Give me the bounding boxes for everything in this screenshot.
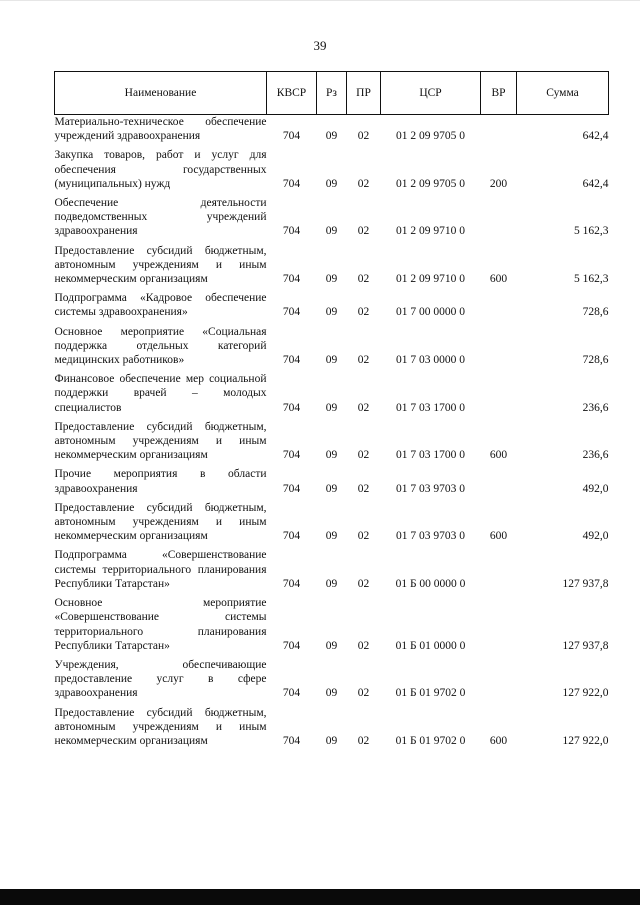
row-vr-cell: 600	[489, 273, 508, 286]
row-kvsr-cell: 704	[282, 530, 301, 543]
row-rz-cell: 09	[325, 687, 338, 700]
table-row	[55, 239, 609, 287]
row-kvsr-cell: 704	[282, 734, 301, 747]
row-pr-cell: 02	[357, 306, 370, 319]
row-kvsr-cell: 704	[282, 401, 301, 414]
row-name-cell: Предоставление субсидий бюджетным, автономным учреждениям и иным некоммерческим организациям	[54, 501, 267, 543]
row-pr-cell: 02	[357, 577, 370, 590]
row-name-cell: Подпрограмма «Кадровое обеспечение системы здравоохранения»	[54, 292, 267, 319]
row-pr-cell: 02	[357, 273, 370, 286]
row-sum-cell: 236,6	[582, 449, 609, 462]
row-rz-cell: 09	[325, 449, 338, 462]
row-rz-cell: 09	[325, 530, 338, 543]
row-kvsr-cell: 704	[282, 225, 301, 238]
row-vr-cell	[481, 286, 517, 319]
row-name-cell: Подпрограмма «Совершенствование системы территориального планирования Республики Татарстан»	[54, 549, 267, 590]
row-sum-cell: 127 922,0	[562, 687, 609, 700]
row-rz-cell: 09	[325, 306, 338, 319]
row-csr-cell: 01 7 03 9703 0	[396, 530, 465, 543]
row-vr-cell	[481, 543, 517, 591]
row-name-cell: Материально-техническое обеспечение учреждений здравоохранения	[54, 116, 267, 143]
row-name-cell: Предоставление субсидий бюджетным, автономным учреждениям и иным некоммерческим организациям	[54, 420, 267, 462]
header-pr: ПР	[347, 72, 381, 115]
header-name: Наименование	[55, 72, 267, 115]
row-pr-cell: 02	[357, 354, 370, 367]
table-row	[55, 415, 609, 463]
row-name-cell: Обеспечение деятельности подведомственных учреждений здравоохранения	[54, 197, 267, 238]
row-sum-cell: 127 937,8	[562, 639, 609, 652]
page-number: 39	[313, 38, 327, 53]
scan-top-edge	[0, 0, 640, 1]
row-pr-cell: 02	[357, 225, 370, 238]
row-kvsr-cell: 704	[282, 306, 301, 319]
table-header-row	[55, 72, 609, 115]
table-row	[55, 462, 609, 495]
row-csr-cell: 01 2 09 9705 0	[396, 130, 465, 143]
row-csr-cell: 01 2 09 9710 0	[396, 225, 465, 238]
row-rz-cell: 09	[325, 130, 338, 143]
row-vr-cell: 600	[489, 530, 508, 543]
row-name-cell: Основное мероприятие «Социальная поддержка отдельных категорий медицинских работников»	[54, 325, 267, 367]
row-rz-cell: 09	[325, 734, 338, 747]
row-name-cell: Предоставление субсидий бюджетным, автономным учреждениям и иным некоммерческим организациям	[54, 244, 267, 286]
row-pr-cell: 02	[357, 177, 370, 190]
row-kvsr-cell: 704	[282, 577, 301, 590]
row-pr-cell: 02	[357, 734, 370, 747]
row-vr-cell	[481, 191, 517, 239]
row-sum-cell: 642,4	[582, 177, 609, 190]
row-pr-cell: 02	[357, 687, 370, 700]
row-vr-cell	[481, 320, 517, 368]
row-csr-cell: 01 Б 01 9702 0	[395, 687, 466, 700]
row-vr-cell: 200	[489, 177, 508, 190]
budget-table	[54, 71, 609, 748]
row-rz-cell: 09	[325, 273, 338, 286]
row-vr-cell	[481, 115, 517, 144]
row-rz-cell: 09	[325, 177, 338, 190]
row-pr-cell: 02	[357, 639, 370, 652]
row-sum-cell: 728,6	[582, 354, 609, 367]
row-kvsr-cell: 704	[282, 354, 301, 367]
header-kvsr: КВСР	[267, 72, 317, 115]
row-sum-cell: 492,0	[582, 530, 609, 543]
row-vr-cell: 600	[489, 734, 508, 747]
row-csr-cell: 01 2 09 9710 0	[396, 273, 465, 286]
row-sum-cell: 5 162,3	[574, 273, 609, 286]
row-rz-cell: 09	[325, 577, 338, 590]
row-vr-cell	[481, 653, 517, 701]
row-pr-cell: 02	[357, 401, 370, 414]
row-sum-cell: 642,4	[582, 130, 609, 143]
row-name-cell: Учреждения, обеспечивающие предоставление услуг в сфере здравоохранения	[54, 658, 267, 700]
table-row	[55, 367, 609, 415]
row-csr-cell: 01 7 00 0000 0	[396, 306, 465, 319]
row-kvsr-cell: 704	[282, 449, 301, 462]
row-pr-cell: 02	[357, 130, 370, 143]
table-row	[55, 320, 609, 368]
header-sum: Сумма	[517, 72, 609, 115]
row-csr-cell: 01 7 03 0000 0	[396, 354, 465, 367]
row-vr-cell	[481, 462, 517, 495]
table-body	[55, 115, 609, 749]
row-kvsr-cell: 704	[282, 273, 301, 286]
table-row	[55, 543, 609, 591]
row-name-cell: Закупка товаров, работ и услуг для обеспечения государственных (муниципальных) нужд	[54, 149, 267, 190]
row-pr-cell: 02	[357, 449, 370, 462]
row-csr-cell: 01 Б 01 9702 0	[395, 734, 466, 747]
table-row	[55, 701, 609, 749]
header-csr: ЦСР	[381, 72, 481, 115]
row-vr-cell	[481, 591, 517, 653]
row-sum-cell: 127 922,0	[562, 734, 609, 747]
header-vr: ВР	[481, 72, 517, 115]
table-row	[55, 115, 609, 144]
row-rz-cell: 09	[325, 225, 338, 238]
row-csr-cell: 01 Б 01 0000 0	[395, 639, 466, 652]
row-csr-cell: 01 2 09 9705 0	[396, 177, 465, 190]
row-kvsr-cell: 704	[282, 177, 301, 190]
row-kvsr-cell: 704	[282, 482, 301, 495]
row-rz-cell: 09	[325, 401, 338, 414]
row-name-cell: Прочие мероприятия в области здравоохранения	[54, 468, 267, 495]
row-rz-cell: 09	[325, 482, 338, 495]
row-sum-cell: 127 937,8	[562, 577, 609, 590]
table-row	[55, 191, 609, 239]
row-kvsr-cell: 704	[282, 130, 301, 143]
row-pr-cell: 02	[357, 530, 370, 543]
row-rz-cell: 09	[325, 639, 338, 652]
table-row	[55, 286, 609, 319]
row-vr-cell	[481, 367, 517, 415]
row-sum-cell: 728,6	[582, 306, 609, 319]
row-sum-cell: 236,6	[582, 401, 609, 414]
row-csr-cell: 01 7 03 1700 0	[396, 401, 465, 414]
row-name-cell: Предоставление субсидий бюджетным, автономным учреждениям и иным некоммерческим организациям	[54, 706, 267, 747]
table-row	[55, 496, 609, 544]
row-name-cell: Финансовое обеспечение мер социальной поддержки врачей – молодых специалистов	[54, 373, 267, 414]
scan-bottom-edge	[0, 889, 640, 905]
row-kvsr-cell: 704	[282, 639, 301, 652]
header-rz: Рз	[317, 72, 347, 115]
table-row	[55, 143, 609, 191]
table-row	[55, 653, 609, 701]
row-csr-cell: 01 Б 00 0000 0	[395, 577, 466, 590]
row-pr-cell: 02	[357, 482, 370, 495]
row-rz-cell: 09	[325, 354, 338, 367]
row-sum-cell: 492,0	[582, 482, 609, 495]
row-name-cell: Основное мероприятие «Совершенствование системы территориального планирования Республики Татарстан»	[54, 597, 267, 652]
row-csr-cell: 01 7 03 1700 0	[396, 449, 465, 462]
table-row	[55, 591, 609, 653]
row-sum-cell: 5 162,3	[574, 225, 609, 238]
row-kvsr-cell: 704	[282, 687, 301, 700]
row-vr-cell: 600	[489, 449, 508, 462]
row-csr-cell: 01 7 03 9703 0	[396, 482, 465, 495]
